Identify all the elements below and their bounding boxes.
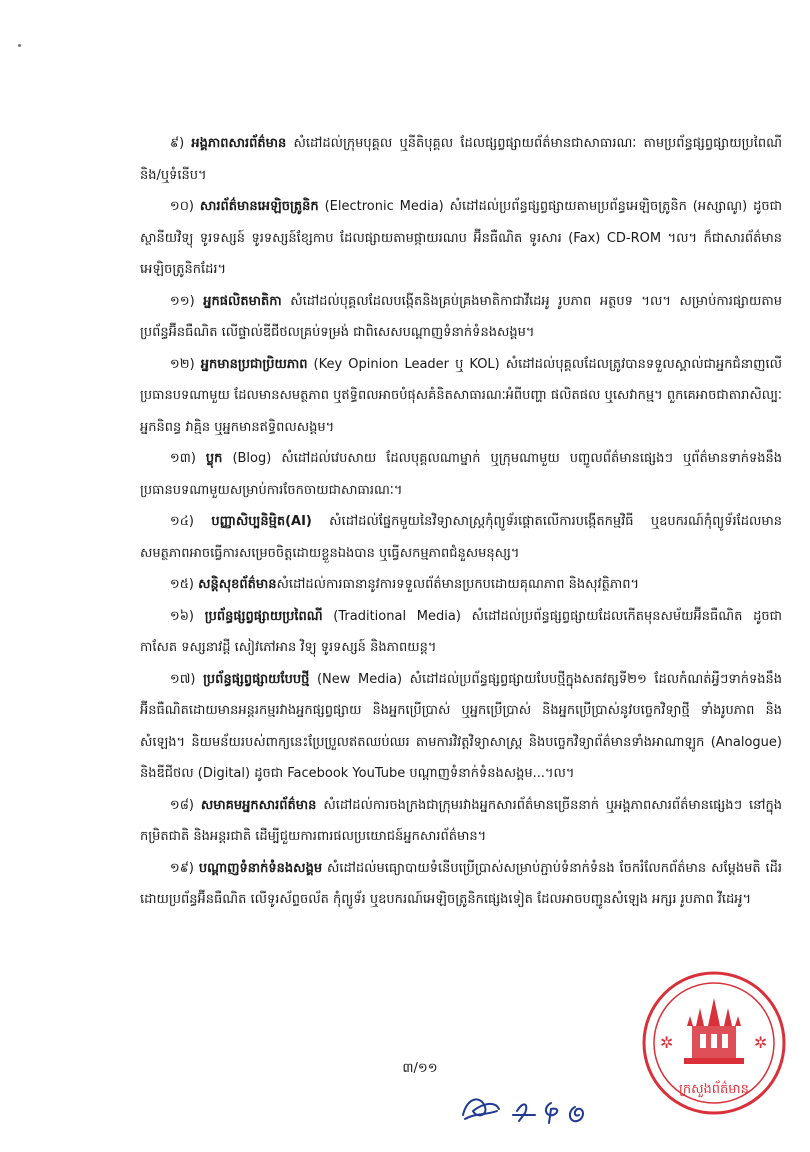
definition-text: (Traditional Media) សំដៅដល់ប្រព័ន្ធផ្សព្វផ្សាយដែលកើតមុនសម័យអ៊ីនធឺណិត ដូចជា កាសែត ទស្សនាវដ្ដី សៀវភៅអាន វិទ្យុ ទូរទស្សន៍ និងភាពយន្ត។ <box>140 608 782 655</box>
definition-paragraph <box>140 443 782 506</box>
seal-label: ក្រសួងព័ត៌មាន <box>679 1082 749 1097</box>
definition-text: សំដៅដល់បុគ្គលដែលបង្កើតនិងគ្រប់គ្រងមាតិកាជាវីដេអូ រូបភាព អត្ថបទ ។ល។ សម្រាប់ការផ្សាយតាមប្រព័ន្ធអ៊ីនធឺណិត លើផ្ទាល់ឌីជីថលគ្រប់ទម្រង់ ជាពិសេសបណ្ដាញទំនាក់ទំនងសង្គម។ <box>140 293 782 340</box>
definition-paragraph <box>140 191 782 286</box>
definitions-list <box>140 128 782 916</box>
definition-number: ១៩) <box>169 860 199 876</box>
page-number: ៣/១១ <box>402 1061 438 1076</box>
definition-number: ១១) <box>169 293 204 309</box>
definition-text: សំដៅដល់ផ្នែកមួយនៃវិទ្យាសាស្ត្រកុំព្យូទ័រផ្ដោតលើការបង្កើតកម្មវិធី ឬឧបករណ៍កុំព្យូទ័រដែលមានសមត្ថភាពអាចធ្វើការសម្រេចចិត្តដោយខ្លួនឯងបាន ឬធ្វើសកម្មភាពជំនួសមនុស្ស។ <box>140 514 783 561</box>
definition-paragraph <box>140 790 782 853</box>
definition-number: ១៨) <box>169 797 201 813</box>
definition-term: សារព័ត៌មានអេឡិចត្រូនិក <box>199 199 319 214</box>
definition-number: ១៦) <box>169 608 205 624</box>
svg-text:✲: ✲ <box>660 1033 674 1052</box>
handwritten-initials-icon <box>455 1085 605 1131</box>
definition-text: (New Media) សំដៅដល់ប្រព័ន្ធផ្សព្វផ្សាយបែបថ្មីក្នុងសតវត្សទី២១ ដែលកំណត់អ្វីៗទាក់ទងនឹងអ៊ីនធឺណិតដោយមានអន្តរកម្មរវាងអ្នកផ្សព្វផ្សាយ និងអ្នកប្រើប្រាស់ ឬអ្នកប្រើប្រាស់ និងអ្នកប្រើប្រាស់នូវបច្ចេកវិទ្យាថ្មី ទាំងរូបភាព និងសំឡេង។ និយមន័យរបស់ពាក្យនេះប្រែប្រួលឥតឈប់ឈរ តាមការវិវត្តវិទ្យាសាស្ត្រ និងបច្ចេកវិទ្យាព័ត៌មានទាំងអាណាឡូក (Analogue) និងឌីជីថល (Digital) ដូចជា Facebook YouTube បណ្ដាញទំនាក់ទំនងសង្គម...។ល។ <box>140 671 782 781</box>
definition-number: ១០) <box>169 199 200 214</box>
definition-number: ១៧) <box>169 671 204 687</box>
definition-text: (Blog) សំដៅដល់វេបសាយ ដែលបុគ្គលណាម្នាក់ ឬក្រុមណាមួយ បញ្ចូលព័ត៌មានផ្សេងៗ ឬព័ត៌មានទាក់ទងនឹងប្រធានបទណាមួយសម្រាប់ការចែកចាយជាសាធារណៈ។ <box>140 451 782 498</box>
definition-term: សមាគមអ្នកសារព័ត៌មាន <box>200 797 317 813</box>
definition-text: សំដៅដល់ការធានានូវការទទួលព័ត៌មានប្រកបដោយគុណភាព និងសុវត្ថិភាព។ <box>276 577 640 592</box>
svg-text:✲: ✲ <box>754 1033 768 1052</box>
definition-number: ១៤) <box>169 514 212 529</box>
definition-term: អ្នកមានប្រជាប្រិយភាព <box>200 356 308 372</box>
definition-text: សំដៅដល់ការចងក្រងជាក្រុមរវាងអ្នកសារព័ត៌មានច្រើននាក់ ឬអង្គភាពសារព័ត៌មានផ្សេងៗ នៅក្នុង កម្រិតជាតិ និងអន្តរជាតិ ដើម្បីជួយការពារផលប្រយោជន៍អ្នកសារព័ត៌មាន។ <box>140 797 783 844</box>
definition-text: (Key Opinion Leader ឬ KOL) សំដៅដល់បុគ្គលដែលត្រូវបានទទួលស្គាល់ជាអ្នកជំនាញលើប្រធានបទណាមួយ ដែលមានសមត្ថភាព ឬឥទ្ធិពលអាចបំផុសគំនិតសាធារណៈអំពីបញ្ហា ផលិតផល ឬសេវាកម្ម។ ពួកគេអាចជាតារាសិល្បៈ អ្នកនិពន្ធ វាគ្មិន ឬអ្នកមានឥទ្ធិពលសង្គម។ <box>140 356 782 435</box>
definition-term: ប្លុក <box>205 451 223 466</box>
definition-paragraph <box>140 506 782 569</box>
definition-paragraph <box>140 569 782 601</box>
definition-number: ១២) <box>169 356 201 372</box>
definition-paragraph <box>140 286 782 349</box>
definition-term: សន្តិសុខព័ត៌មាន <box>198 577 277 592</box>
definition-term: បណ្ដាញទំនាក់ទំនងសង្គម <box>198 860 323 876</box>
scan-speck <box>18 44 21 47</box>
definition-term: អ្នកផលិតមាតិកា <box>203 293 282 309</box>
definition-number: ១៥) <box>169 577 199 592</box>
definition-paragraph <box>140 349 782 444</box>
ministry-seal-icon <box>630 968 798 1118</box>
definition-paragraph <box>140 853 782 916</box>
definition-number: ៩) <box>169 136 192 151</box>
definition-term: អង្គភាពសារព័ត៌មាន <box>191 136 287 151</box>
definition-term: ប្រព័ន្ធផ្សព្វផ្សាយប្រពៃណី <box>204 608 323 624</box>
definition-text: (Electronic Media) សំដៅដល់ប្រព័ន្ធផ្សព្វផ្សាយតាមប្រព័ន្ធអេឡិចត្រូនិក (អស្សាណូ) ដូចជា ស្ថានីយវិទ្យុ ទូរទស្សន៍ ទូរទស្សន៍ខ្សែកាប ដែលផ្សាយតាមផ្កាយរណប អ៊ីនធឺណិត ទូរសារ (Fax) CD-ROM ។ល។ ក៏ជាសារព័ត៌មានអេឡិចត្រូនិកដែរ។ <box>140 199 782 277</box>
definition-text: សំដៅដល់ក្រុមបុគ្គល ឬនីតិបុគ្គល ដែលផ្សព្វផ្សាយព័ត៌មានជាសាធារណៈ តាមប្រព័ន្ធផ្សព្វផ្សាយប្រពៃណី និង/ឬទំនើប។ <box>140 136 782 183</box>
definition-paragraph <box>140 664 782 790</box>
definition-term: បញ្ញាសិប្បនិម្មិត(AI) <box>211 514 312 529</box>
definition-number: ១៣) <box>169 451 206 466</box>
definition-paragraph <box>140 601 782 664</box>
definition-term: ប្រព័ន្ធផ្សព្វផ្សាយបែបថ្មី <box>203 671 310 687</box>
definition-text: សំដៅដល់មធ្យោបាយទំនើបប្រើប្រាស់សម្រាប់ភ្ជាប់ទំនាក់ទំនង ចែករំលែកព័ត៌មាន សម្ដែងមតិ ដើរដោយប្រព័ន្ធអ៊ីនធឺណិត លើទូរស័ព្ទចល័ត កុំព្យូទ័រ ឬឧបករណ៍អេឡិចត្រូនិកផ្សេងទៀត ដែលអាចបញ្ជូនសំឡេង អក្សរ រូបភាព វីដេអូ។ <box>140 860 782 907</box>
definition-paragraph <box>140 128 782 191</box>
